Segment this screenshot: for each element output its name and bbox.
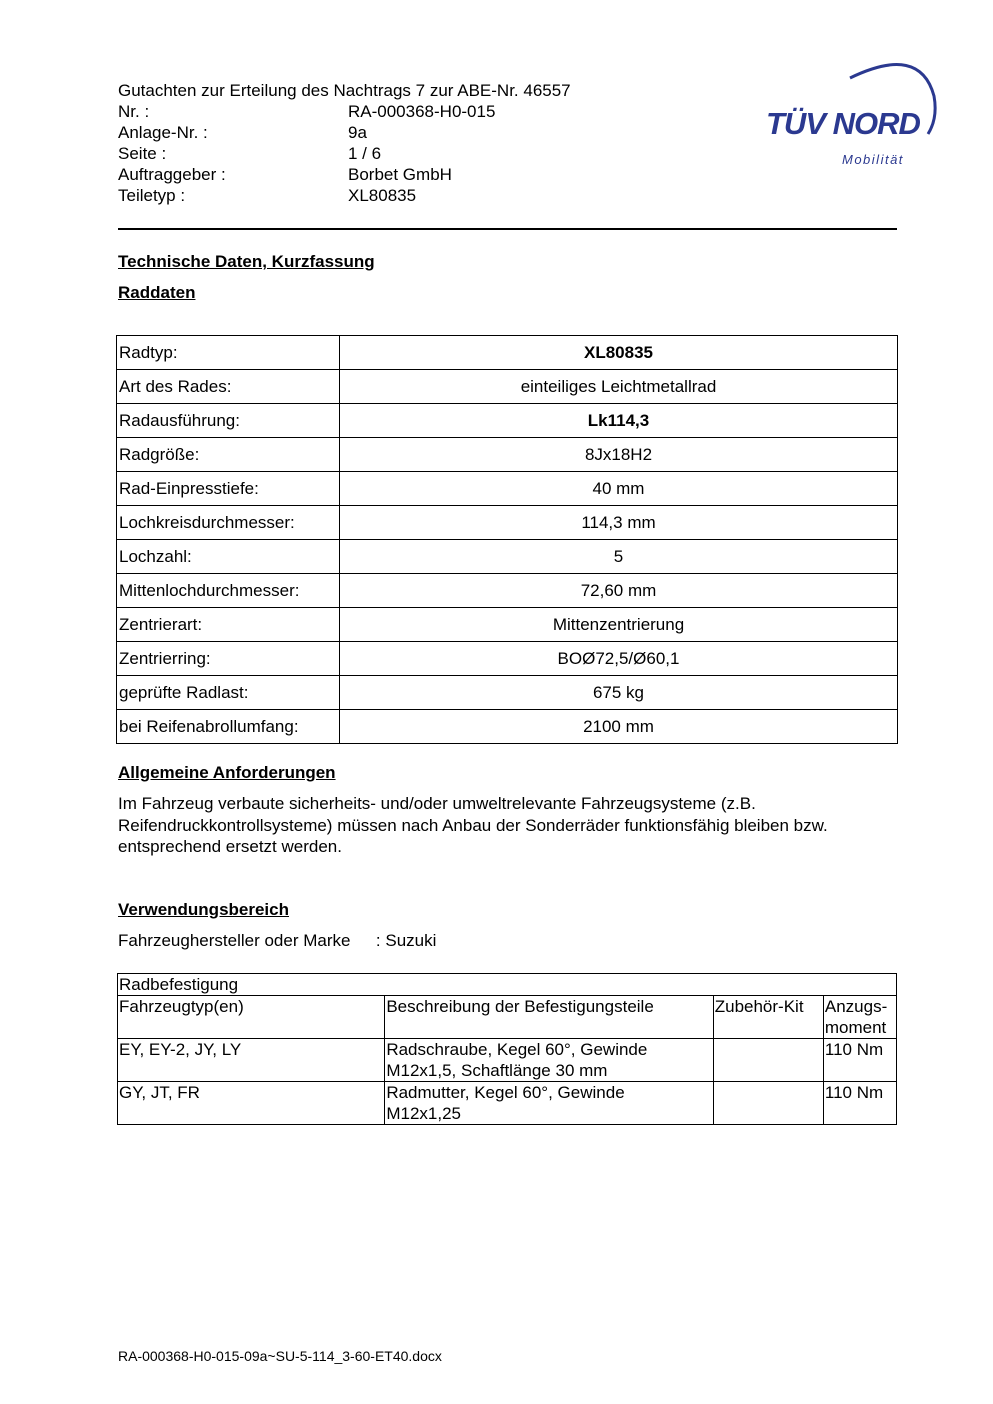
row-label: Lochzahl:: [117, 540, 340, 574]
row-label: geprüfte Radlast:: [117, 676, 340, 710]
row-label: Radausführung:: [117, 404, 340, 438]
vehicle-types-cell: GY, JT, FR: [118, 1082, 385, 1125]
header-key: Seite :: [118, 144, 167, 163]
header-value: 1 / 6: [348, 144, 382, 163]
footer-filename: RA-000368-H0-015-09a~SU-5-114_3-60-ET40.docx: [118, 1348, 442, 1364]
table-row: [117, 506, 898, 540]
mounting-table: [117, 973, 897, 1125]
row-label: Rad-Einpresstiefe:: [117, 472, 340, 506]
table-row: [117, 404, 898, 438]
header-key: Teiletyp :: [118, 186, 186, 205]
row-label: Mittenlochdurchmesser:: [117, 574, 340, 608]
row-value: XL80835: [340, 336, 898, 370]
wheel-data-table: [116, 335, 898, 744]
header-value: XL80835: [348, 186, 417, 205]
manufacturer-value: Suzuki: [385, 931, 437, 950]
torque-cell: 110 Nm: [823, 1082, 896, 1125]
row-label: Zentrierart:: [117, 608, 340, 642]
table-row: [117, 540, 898, 574]
header-value: RA-000368-H0-015: [348, 102, 496, 121]
row-value: 2100 mm: [340, 710, 898, 744]
table-row: [117, 642, 898, 676]
table-row: [117, 336, 898, 370]
row-value: einteiliges Leichtmetallrad: [340, 370, 898, 404]
table-row: [117, 370, 898, 404]
header-cell: Beschreibung der Befestigungsteile: [385, 996, 713, 1039]
manufacturer-separator: :: [375, 931, 381, 950]
mounting-caption: Radbefestigung: [118, 974, 897, 996]
header-key: Nr. :: [118, 102, 150, 121]
torque-cell: 110 Nm: [823, 1039, 896, 1082]
usage-title: Verwendungsbereich: [118, 900, 289, 919]
mounting-header-row: [118, 996, 897, 1039]
table-row: [117, 438, 898, 472]
row-value: 114,3 mm: [340, 506, 898, 540]
description-cell: Radschraube, Kegel 60°, Gewinde M12x1,5, Schaftlänge 30 mm: [385, 1039, 713, 1082]
table-row: [117, 710, 898, 744]
kit-cell: [713, 1082, 823, 1125]
row-value: 5: [340, 540, 898, 574]
header-value: 9a: [348, 123, 367, 142]
table-row: [117, 472, 898, 506]
row-value: Mittenzentrierung: [340, 608, 898, 642]
row-label: Zentrierring:: [117, 642, 340, 676]
row-label: Radgröße:: [117, 438, 340, 472]
section-subtitle: Raddaten: [118, 283, 196, 302]
table-row: [118, 1039, 897, 1082]
header-cell-torque: Anzugs- moment: [823, 996, 896, 1039]
header-cell: Zubehör-Kit: [713, 996, 823, 1039]
row-label: Lochkreisdurchmesser:: [117, 506, 340, 540]
table-row: [117, 608, 898, 642]
table-row: [117, 574, 898, 608]
row-value: Lk114,3: [340, 404, 898, 438]
kit-cell: [713, 1039, 823, 1082]
row-value: 675 kg: [340, 676, 898, 710]
logo-wordmark: TÜV NORD: [766, 106, 920, 141]
row-label: Radtyp:: [117, 336, 340, 370]
logo-subtitle: Mobilität: [842, 152, 904, 167]
table-row: [118, 1082, 897, 1125]
row-label: Art des Rades:: [117, 370, 340, 404]
row-value: 72,60 mm: [340, 574, 898, 608]
header-cell: Fahrzeugtyp(en): [118, 996, 385, 1039]
description-cell: Radmutter, Kegel 60°, Gewinde M12x1,25: [385, 1082, 713, 1125]
row-value: 40 mm: [340, 472, 898, 506]
vehicle-types-cell: EY, EY-2, JY, LY: [118, 1039, 385, 1082]
header-key: Auftraggeber :: [118, 165, 226, 184]
manufacturer-label: Fahrzeughersteller oder Marke: [118, 931, 351, 950]
header-key: Anlage-Nr. :: [118, 123, 208, 142]
section-title: Technische Daten, Kurzfassung: [118, 252, 375, 271]
table-row: [117, 676, 898, 710]
requirements-title: Allgemeine Anforderungen: [118, 763, 336, 782]
row-value: BOØ72,5/Ø60,1: [340, 642, 898, 676]
manufacturer-line: [118, 931, 436, 951]
header-value: Borbet GmbH: [348, 165, 452, 184]
row-label: bei Reifenabrollumfang:: [117, 710, 340, 744]
row-value: 8Jx18H2: [340, 438, 898, 472]
header-divider: [118, 228, 897, 230]
requirements-text: Im Fahrzeug verbaute sicherheits- und/oder umweltrelevante Fahrzeugsysteme (z.B. Reifendruckkontrollsysteme) müssen nach Anbau der Sonderräder funktionsfähig bleiben bzw. entsprechend ersetzt werden.: [118, 794, 828, 856]
